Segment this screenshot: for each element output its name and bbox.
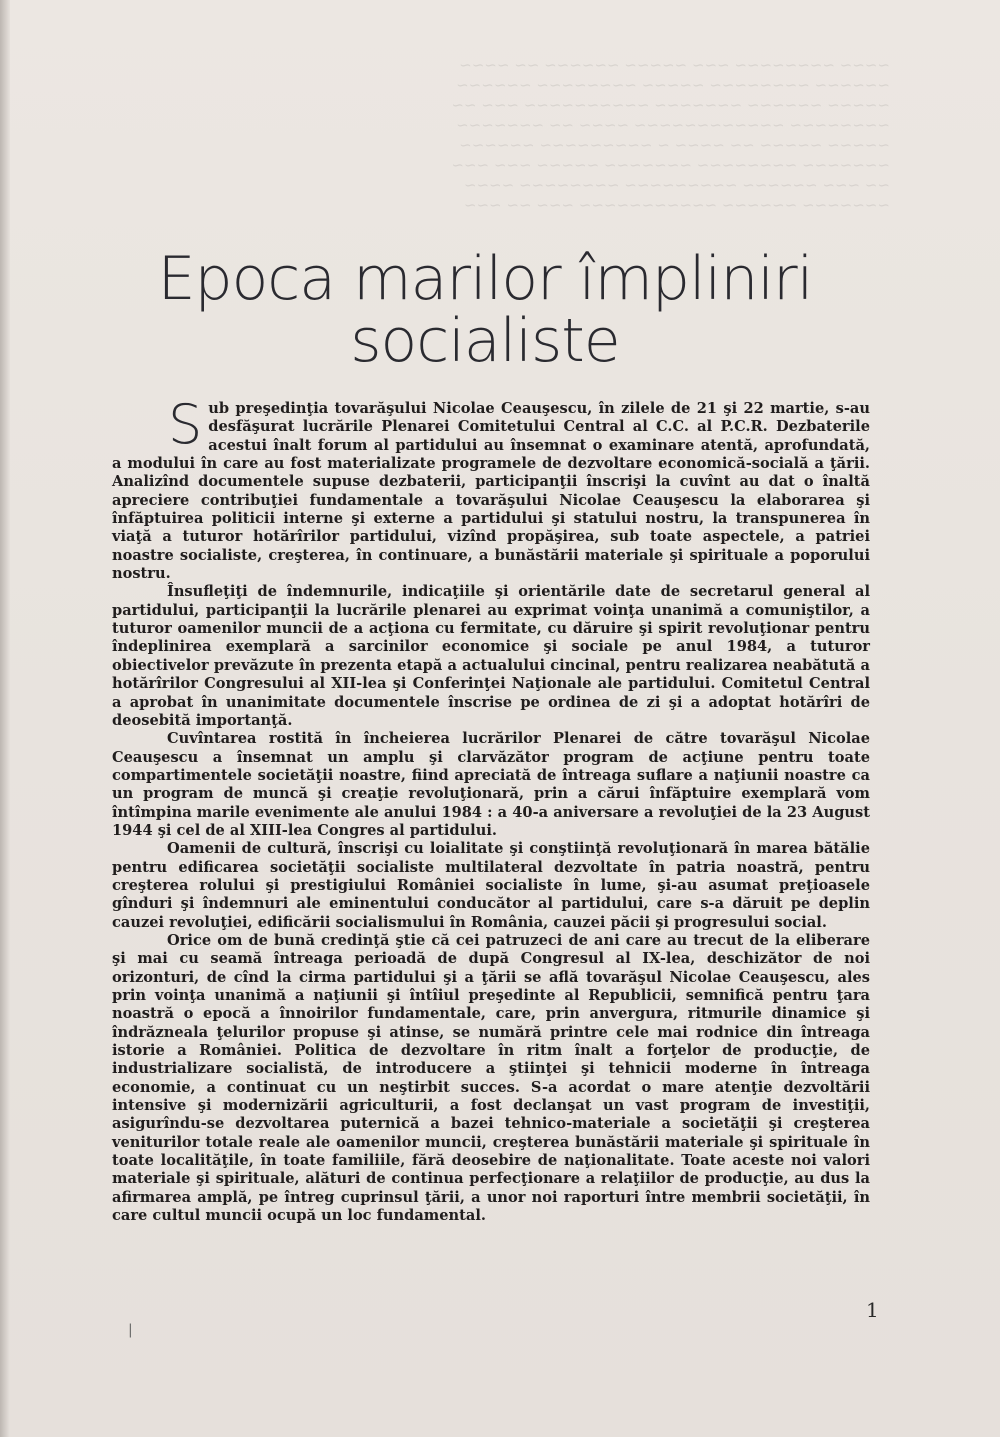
drop-cap: S	[168, 393, 203, 456]
title-line-2: socialiste	[350, 306, 620, 376]
paragraph-3: Cuvîntarea rostită în încheierea lucrărilor Plenarei de către tovarăşul Nicolae Ceauşescu a însemnat un amplu şi clarvăzător program de acţiune pentru toate compartimentele societăţii noastre, fiind apreciată de întreaga suflare a naţiunii noastre ca un program de muncă şi creaţie revoluţionară, prin a cărui înfăptuire exemplară vom întîmpina marile evenimente ale anului 1984 : a 40-a aniversare a revoluţiei de la 23 August 1944 şi cel de al XIII-lea Congres al partidului.	[112, 730, 870, 839]
paragraph-5: Orice om de bună credinţă ştie că cei patruzeci de ani care au trecut de la eliberare şi mai cu seamă întreaga perioadă de după Congresul al IX-lea, deschizător de noi orizonturi, de cînd la cirma partidului şi a ţării se află tovarăşul Nicolae Ceauşescu, ales prin voinţa unanimă a naţiunii şi întîiul preşedinte al Republicii, semnifică pentru ţara noastră o epocă a înnoirilor fundamentale, care, prin anvergura, ritmurile dinamice şi îndrăzneala ţelurilor propuse şi atinse, se numără printre cele mai rodnice din întreaga istorie a României. Politica de dezvoltare în ritm înalt a forţelor de producţie, de industrializare socialistă, de introducere a ştiinţei şi tehnicii moderne în întreaga economie, a continuat cu un neştirbit succes. S-a acordat o mare atenţie dezvoltării intensive şi modernizării agriculturii, a fost declanşat un vast program de investiţii, asigurîndu-se dezvoltarea puternică a bazei tehnico-materiale a societăţii şi creşterea veniturilor totale reale ale oamenilor muncii, creşterea bunăstării materiale şi spirituale în toate localităţile, în toate familiile, fără deosebire de naţionalitate. Toate aceste noi valori materiale şi spirituale, alături de continua perfecţionare a relaţiilor de producţie, au dus la afirmarea amplă, pe întreg cuprinsul ţării, a unor noi raporturi între membrii societăţii, în care cultul muncii ocupă un loc fundamental.	[112, 931, 870, 1225]
scan-mark: |	[128, 1322, 133, 1338]
paragraph-1	[112, 393, 870, 583]
article-title	[140, 244, 830, 376]
paragraph-1-text: ub preşedinţia tovarăşului Nicolae Ceauşescu, în zilele de 21 şi 22 martie, s-au desfăşurat lucrările Plenarei Comitetului Central al C.C. al P.C.R. Dezbaterile acestui înalt forum al partidului au însemnat o examinare atentă, aprofundată, a modului în care au fost materializate programele de dezvoltare economică-socială a ţării. Analizînd documentele supuse dezbaterii, participanţii înscrişi la cuvînt au dat o înaltă apreciere contribuţiei fundamentale a tovarăşului Nicolae Ceauşescu la elaborarea şi înfăptuirea politicii interne şi externe a partidului şi statului nostru, la transpunerea în viaţă a tuturor hotărîrilor partidului, vizînd propăşirea, sub toate aspectele, a patriei noastre socialiste, creşterea, în continuare, a bunăstării materiale şi spirituale a poporului nostru.	[112, 400, 870, 583]
page-edge-shadow	[0, 0, 10, 1437]
bleed-through-text: ~~~~ ~~~~~~~~ ~~~ ~~~~~ ~~~~~~ ~~ ~~~~ ~~~~~~ ~~~~~~~~ ~~~~~ ~~~~~~~~ ~~~~~~ ~~~~~ ~~~~~~ ~~~~~~~ ~~~~~~~~~~ ~~~ ~~ ~~~~~~~~ ~~~~~~~~~~~~ ~~~~ ~~ ~~~~~~~ ~~~~~ ~~~~~ ~~ ~~~~ ~ ~~~~~~~~~ ~~~~~~ ~~~~~~~ ~~~~~~~~ ~~~~~~~ ~~~~~ ~~~ ~~~ ~~ ~~~ ~~~~~~ ~~~~~~~~~ ~~~~~~~~ ~~~~ ~~~~~~~ ~~~~~~ ~~~~~~~~~~~ ~~~ ~~ ~~~	[451, 56, 890, 214]
page-number: 1	[866, 1298, 879, 1322]
paragraph-4: Oamenii de cultură, înscrişi cu loialitate şi conştiinţă revoluţionară în marea bătălie pentru edificarea societăţii socialiste multilateral dezvoltate în patria noastră, pentru creşterea rolului şi prestigiului României socialiste în lume, şi-au asumat preţioasele gînduri şi îndemnuri ale eminentului conducător al partidului, care s-a dăruit pe deplin cauzei revoluţiei, edificării socialismului în România, cauzei păcii şi progresului social.	[112, 840, 870, 931]
title-line-1: Epoca marilor împliniri	[157, 244, 813, 314]
paragraph-2: Însufleţiţi de îndemnurile, indicaţiile şi orientările date de secretarul general al partidului, participanţii la lucrările plenarei au exprimat voinţa unanimă a comuniştilor, a tuturor oamenilor muncii de a acţiona cu fermitate, cu dăruire şi spirit revoluţionar pentru îndeplinirea exemplară a sarcinilor economice şi sociale pe anul 1984, a tuturor obiectivelor prevăzute în prezenta etapă a actualului cincinal, pentru realizarea neabătută a hotărîrilor Congresului al XII-lea şi Conferinţei Naţionale ale partidului. Comitetul Central a aprobat în unanimitate documentele înscrise pe ordinea de zi şi a adoptat hotărîri de deosebită importanţă.	[112, 583, 870, 729]
article-body	[112, 393, 870, 1225]
